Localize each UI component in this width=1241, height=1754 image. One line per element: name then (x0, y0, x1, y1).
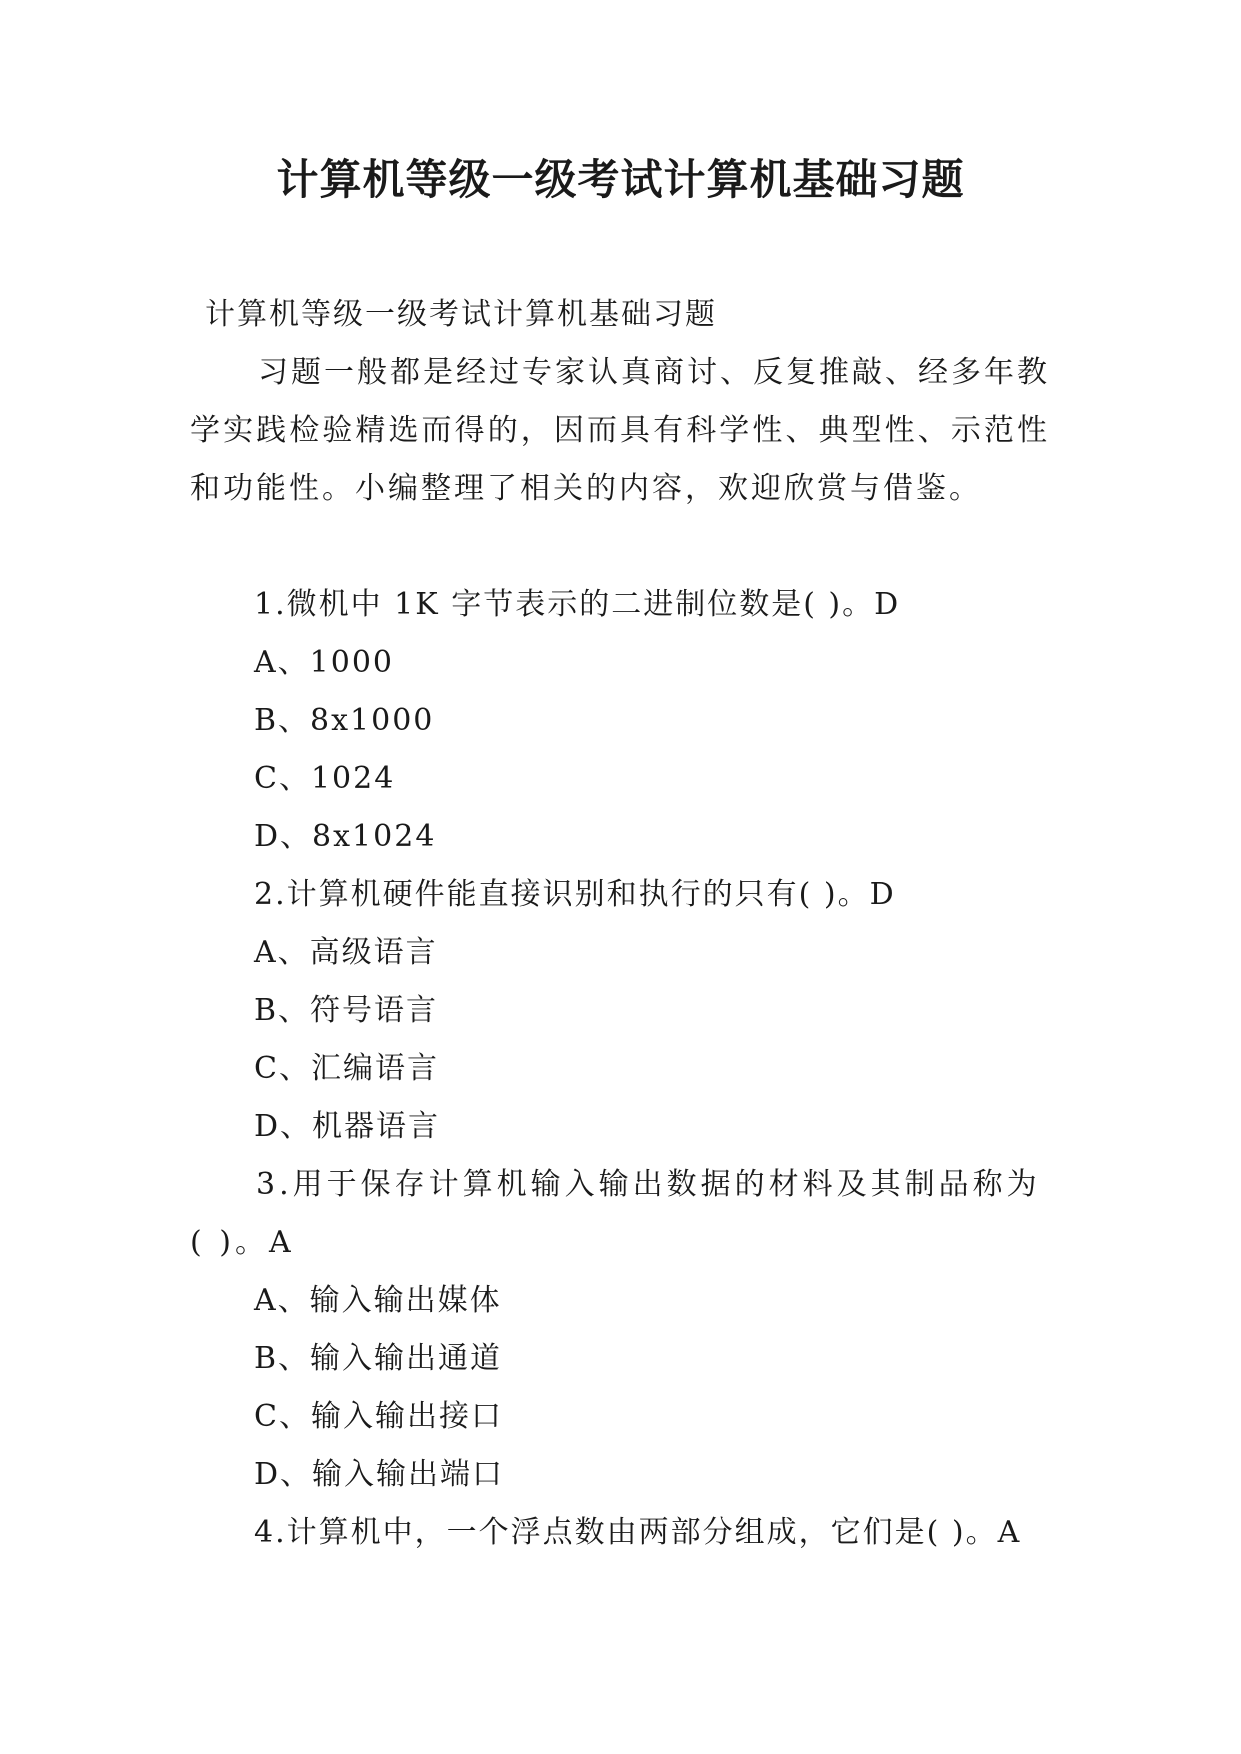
question-1-option-c: C、1024 (254, 761, 396, 796)
question-2-option-b: B、符号语言 (254, 993, 439, 1028)
question-3-option-a: A、输入输出媒体 (254, 1283, 502, 1318)
intro-paragraph: 习题一般都是经过专家认真商讨、反复推敲、经多年教学实践检验精选而得的，因而具有科学性、典型性、示范性和功能性。小编整理了相关的内容，欢迎欣赏与借鉴。 (190, 355, 1050, 506)
question-1-option-b: B、8x1000 (254, 703, 435, 738)
document-subtitle: 计算机等级一级考试计算机基础习题 (205, 297, 717, 332)
question-3-option-d: D、输入输出端口 (254, 1457, 505, 1492)
question-2-option-c: C、汇编语言 (254, 1051, 439, 1086)
question-2-option-a: A、高级语言 (254, 935, 438, 970)
question-list (190, 576, 1050, 1562)
question-1-option-a: A、1000 (254, 645, 395, 680)
question-4-text: 4.计算机中，一个浮点数由两部分组成，它们是( )。A (254, 1515, 1022, 1550)
question-1-option-d: D、8x1024 (254, 819, 437, 854)
document-title: 计算机等级一级考试计算机基础习题 (276, 155, 965, 204)
question-3-text: 3.用于保存计算机输入输出数据的材料及其制品称为( )。A (190, 1167, 1041, 1260)
question-1-text: 1.微机中 1K 字节表示的二进制位数是( )。D (254, 587, 901, 622)
question-3-option-b: B、输入输出通道 (254, 1341, 503, 1376)
question-3-option-c: C、输入输出接口 (254, 1399, 503, 1434)
question-2-text: 2.计算机硬件能直接识别和执行的只有( )。D (254, 877, 896, 912)
question-2-option-d: D、机器语言 (254, 1109, 441, 1144)
